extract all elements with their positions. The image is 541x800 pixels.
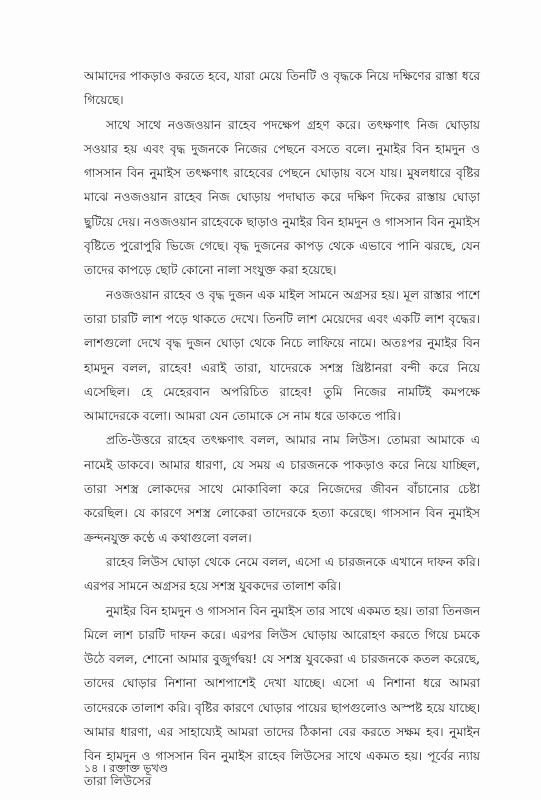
- paragraph-4: প্রতি-উত্তরে রাহেব তৎক্ষণাৎ বলল, আমার নাম লিউস। তোমরা আমাকে এ নামেই ডাকবে। আমার ধারণা, যে সময় এ চারজনকে পাকড়াও করে নিয়ে যাচ্ছিল, তারা সশস্ত্র লোকদের সাথে মোকাবিলা করে নিজেদের জীবন বাঁচানোর চেষ্টা করেছিল। যে কারণে সশস্ত্র লোকেরা তাদেরকে হত্যা করেছে। গাসসান বিন নুমাইস ক্রন্দনযুক্ত কণ্ঠে এ কথাগুলো বলল।: [84, 433, 480, 545]
- paragraph-1: আমাদের পাকড়াও করতে হবে, যারা মেয়ে তিনটি ও বৃদ্ধকে নিয়ে দক্ষিণের রাস্তা ধরে গিয়েছে।: [84, 69, 480, 108]
- paragraph-6: নুমাইর বিন হামদুন ও গাসসান বিন নুমাইস তার সাথে একমত হয়। তারা তিনজন মিলে লাশ চারটি দাফন করে। এরপর লিউস ঘোড়ায় আরোহণ করতে গিয়ে চমকে উঠে বলল, শোনো আমার বুজুর্গদ্বয়! যে সশস্ত্র যুবকেরা এ চারজনকে কতল করেছে, তাদের ঘোড়ার নিশানা আশপাশেই দেখা যাচ্ছে। এসো এ নিশানা ধরে আমরা তাদেরকে তালাশ করি। বৃষ্টির কারণে ঘোড়ার পায়ের ছাপগুলোও অস্পষ্ট হয়ে যাচ্ছে। আমার ধারণা, এর সাহায্যেই আমরা তাদের ঠিকানা বের করতে সক্ষম হব। নুমাইন বিন হামদুন ও গাসসান বিন নুমাইস রাহেব লিউসের সাথে একমত হয়। পূর্বের ন্যায় তারা লিউসের: [84, 603, 480, 788]
- paragraph-5: রাহেব লিউস ঘোড়া থেকে নেমে বলল, এসো এ চারজনকে এখানে দাফন করি। এরপর সামনে অগ্রসর হয়ে সশস্ত্র যুবকদের তালাশ করি।: [84, 554, 480, 594]
- page-footer: ১৪ । রক্তাক্ত ভূখণ্ড: [84, 762, 169, 775]
- paragraph-3: নওজওয়ান রাহেব ও বৃদ্ধ দুজন এক মাইল সামনে অগ্রসর হয়। মূল রাস্তার পাশে তারা চারটি লাশ পড়ে থাকতে দেখে। তিনটি লাশ মেয়েদের এবং একটি লাশ বৃদ্ধের। লাশগুলো দেখে বৃদ্ধ দুজন ঘোড়া থেকে নিচে লাফিয়ে নামে। অতঃপর নুমাইর বিন হামদুন বলল, রাহেব! এরাই তারা, যাদেরকে সশস্ত্র খ্রিষ্টানরা বন্দী করে নিয়ে এসেছিল। হে মেহেরবান অপরিচিত রাহেব! তুমি নিজের নামটিই কমপক্ষে আমাদেরকে বলো। আমরা যেন তোমাকে সে নাম ধরে ডাকতে পারি।: [84, 287, 480, 424]
- body-text: [84, 64, 480, 793]
- paragraph-2: সাথে সাথে নওজওয়ান রাহেব পদক্ষেপ গ্রহণ করে। তৎক্ষণাৎ নিজ ঘোড়ায় সওয়ার হয় এবং বৃদ্ধ দুজনকে নিজের পেছনে বসতে বলে। নুমাইর বিন হামদুন ও গাসসান বিন নুমাইস তৎক্ষণাৎ রাহেবের পেছনে ঘোড়ায় বসে যায়। মুষলধারে বৃষ্টির মাঝে নওজওয়ান রাহেব নিজ ঘোড়ায় পদাঘাত করে দক্ষিণ দিকের রাস্তায় ঘোড়া ছুটিয়ে দেয়। নওজওয়ান রাহেবকে ছাড়াও নুমাইর বিন হামদুন ও গাসসান বিন নুমাইস বৃষ্টিতে পুরোপুরি ভিজে গেছে। বৃদ্ধ দুজনের কাপড় থেকে এভাবে পানি ঝরছে, যেন তাদের কাপড়ে ছোট কোনো নালা সংযুক্ত করা হয়েছে।: [84, 117, 480, 278]
